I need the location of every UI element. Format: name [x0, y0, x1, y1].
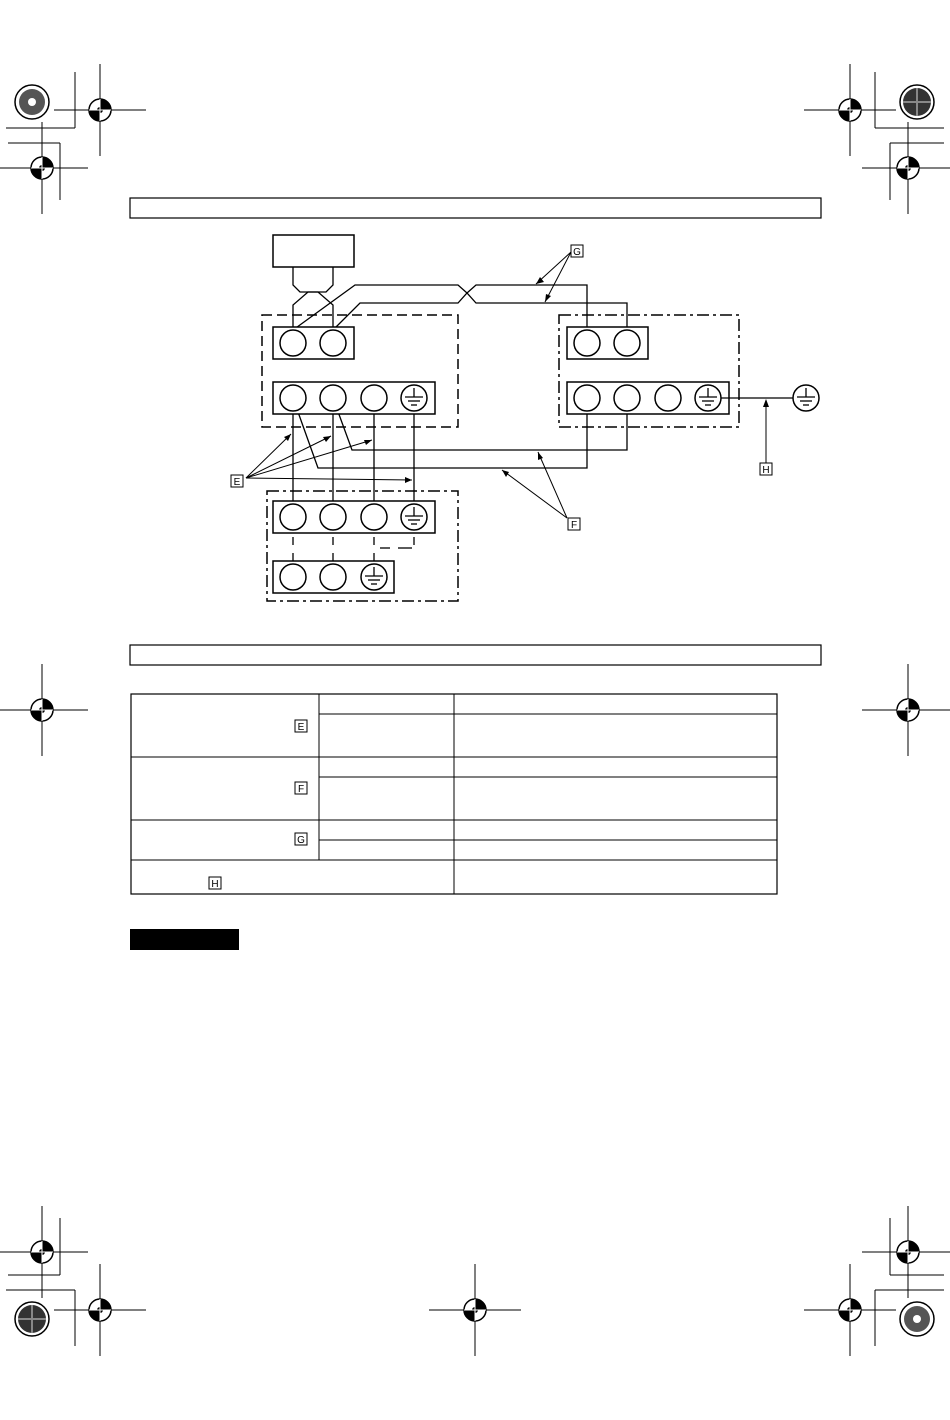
callout-g	[571, 245, 583, 258]
section-header-bar-2	[130, 645, 821, 665]
svg-text:F: F	[297, 784, 305, 795]
registration-target-icon	[804, 1264, 896, 1356]
leader-lines-e	[246, 434, 412, 483]
table-marker-g	[295, 833, 307, 846]
svg-text:G: G	[573, 247, 581, 258]
terminal	[574, 385, 600, 411]
crop-marks	[6, 72, 944, 1346]
ground-terminal-icon	[401, 504, 427, 530]
starburst-mark-bottom-left	[15, 1302, 49, 1336]
wiring-diagram	[231, 235, 819, 601]
terminal	[655, 385, 681, 411]
registration-target-icon	[862, 664, 950, 756]
terminal	[574, 330, 600, 356]
registration-target-icon	[0, 122, 88, 214]
terminal	[280, 330, 306, 356]
registration-targets	[0, 64, 950, 1356]
registration-target-icon	[862, 122, 950, 214]
callout-e	[231, 475, 243, 488]
svg-text:E: E	[297, 722, 305, 733]
svg-text:F: F	[570, 520, 578, 531]
terminal	[361, 385, 387, 411]
terminal	[280, 564, 306, 590]
terminal	[320, 385, 346, 411]
callout-h	[760, 463, 772, 476]
registration-target-icon	[0, 1206, 88, 1298]
table-marker-f	[295, 782, 307, 795]
terminal	[614, 330, 640, 356]
registration-target-icon	[862, 1206, 950, 1298]
leader-lines-f	[502, 452, 567, 518]
table-marker-e	[295, 720, 307, 733]
starburst-mark-top-right	[900, 85, 934, 119]
svg-text:G: G	[297, 835, 305, 846]
registration-target-icon	[804, 64, 896, 156]
ground-terminal-icon	[695, 385, 721, 411]
registration-target-icon	[429, 1264, 521, 1356]
terminal	[280, 385, 306, 411]
terminal	[320, 504, 346, 530]
terminal	[361, 504, 387, 530]
starburst-mark-bottom-right	[900, 1302, 934, 1336]
table-marker-h	[209, 877, 221, 890]
ground-terminal-icon	[401, 385, 427, 411]
note-label-bar	[130, 929, 239, 950]
registration-target-icon	[54, 1264, 146, 1356]
terminal	[280, 504, 306, 530]
terminal	[614, 385, 640, 411]
svg-text:H: H	[211, 879, 219, 890]
remote-controller-box	[273, 235, 354, 267]
callout-f	[568, 518, 580, 531]
leader-line-h	[763, 399, 769, 463]
registration-target-icon	[54, 64, 146, 156]
registration-target-icon	[0, 664, 88, 756]
svg-text:H: H	[762, 465, 770, 476]
svg-text:E: E	[233, 477, 241, 488]
spec-table	[131, 694, 777, 894]
terminal	[320, 564, 346, 590]
earth-ground-icon	[793, 385, 819, 411]
section-header-bar-1	[130, 198, 821, 218]
terminal	[320, 330, 346, 356]
leader-lines-g	[536, 252, 571, 302]
starburst-mark-top-left	[15, 85, 49, 119]
ground-terminal-icon	[361, 564, 387, 590]
